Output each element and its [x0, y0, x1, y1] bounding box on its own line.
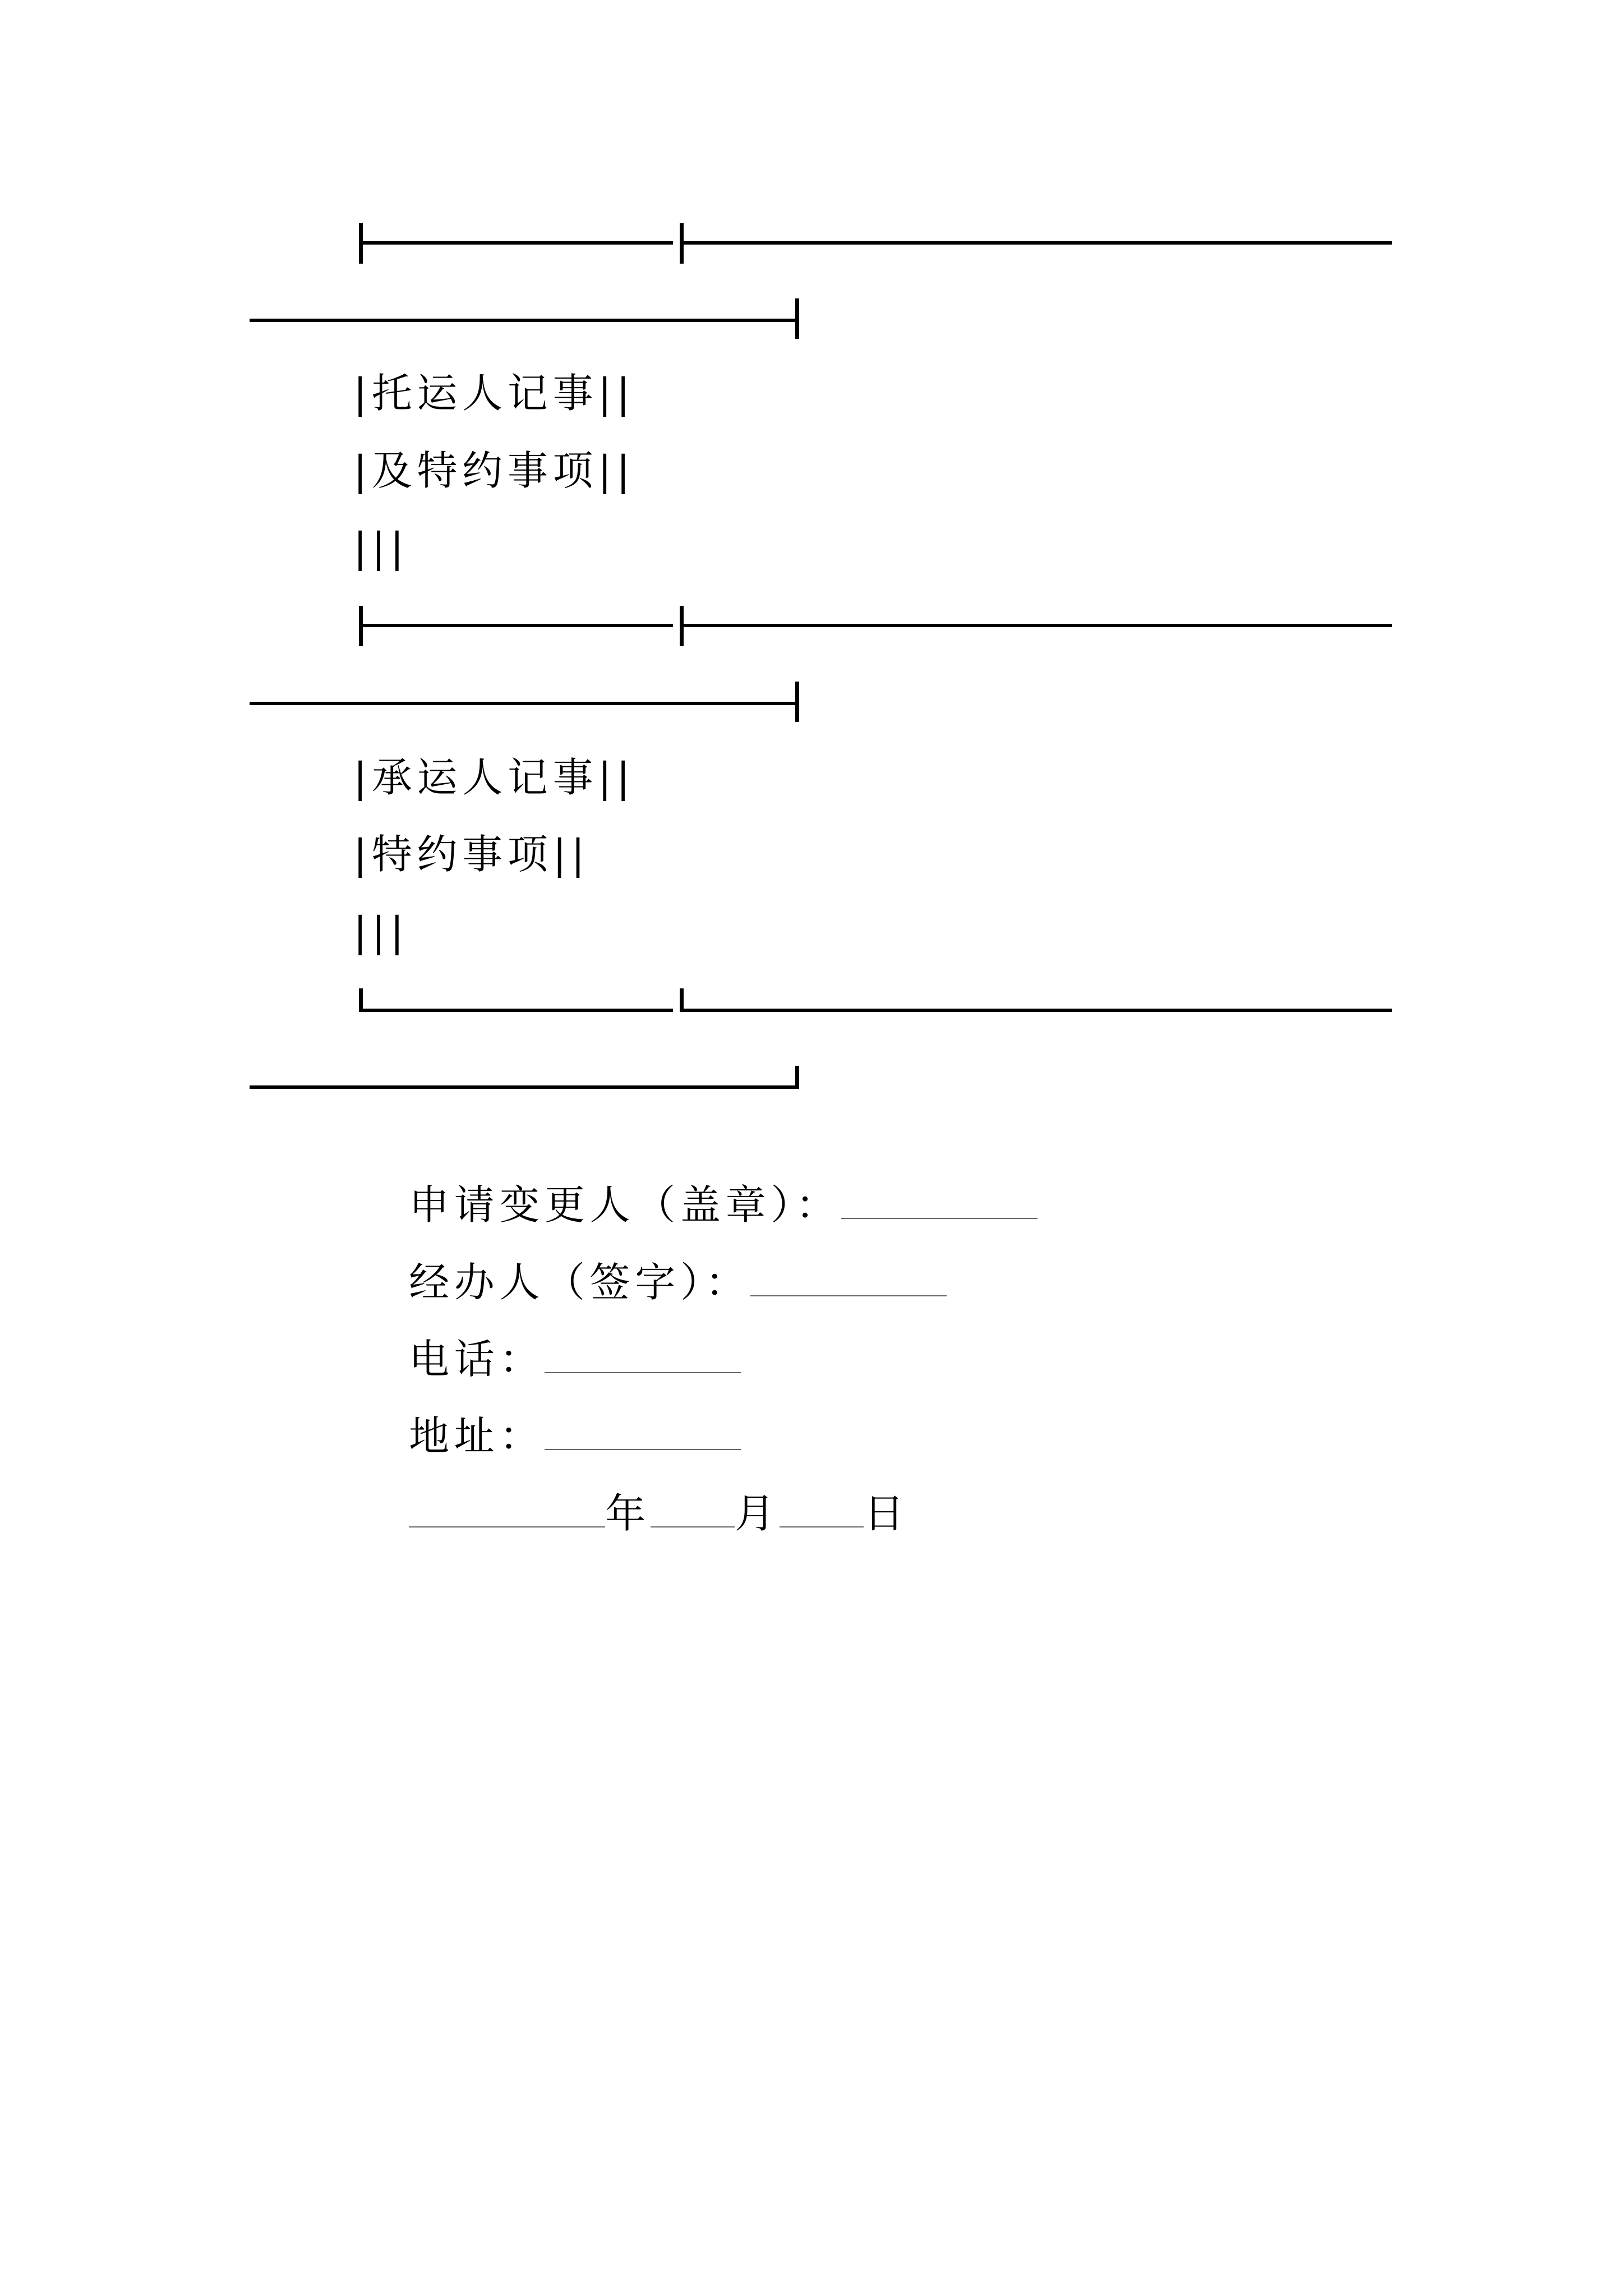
phone-blank[interactable] [545, 1341, 741, 1373]
date-year-blank[interactable] [409, 1495, 605, 1527]
carrier-notes-label-line2: |特约事项|| [353, 831, 590, 878]
shipper-notes-label-line1: |托运人记事|| [353, 370, 635, 417]
handler-label: 经办人（签字）： [409, 1259, 751, 1306]
carrier-notes-label-line1: |承运人记事|| [353, 754, 635, 801]
carrier-notes-label-line3: ||| [353, 908, 409, 955]
date-year-unit: 年 [605, 1490, 651, 1537]
date-line [338, 1453, 909, 1574]
applicant-label: 申请变更人（盖章）： [409, 1181, 841, 1228]
phone-label: 电话： [409, 1336, 545, 1383]
date-day-unit: 日 [864, 1490, 910, 1537]
shipper-notes-label-line3: ||| [353, 524, 409, 571]
address-blank[interactable] [545, 1418, 741, 1450]
date-day-blank[interactable] [780, 1495, 864, 1527]
date-month-unit: 月 [734, 1490, 780, 1537]
date-month-blank[interactable] [651, 1495, 735, 1527]
handler-blank[interactable] [750, 1264, 947, 1296]
shipper-notes-label-line2: |及特约事项|| [353, 447, 635, 494]
applicant-blank[interactable] [841, 1186, 1038, 1219]
address-label: 地址： [409, 1412, 545, 1460]
